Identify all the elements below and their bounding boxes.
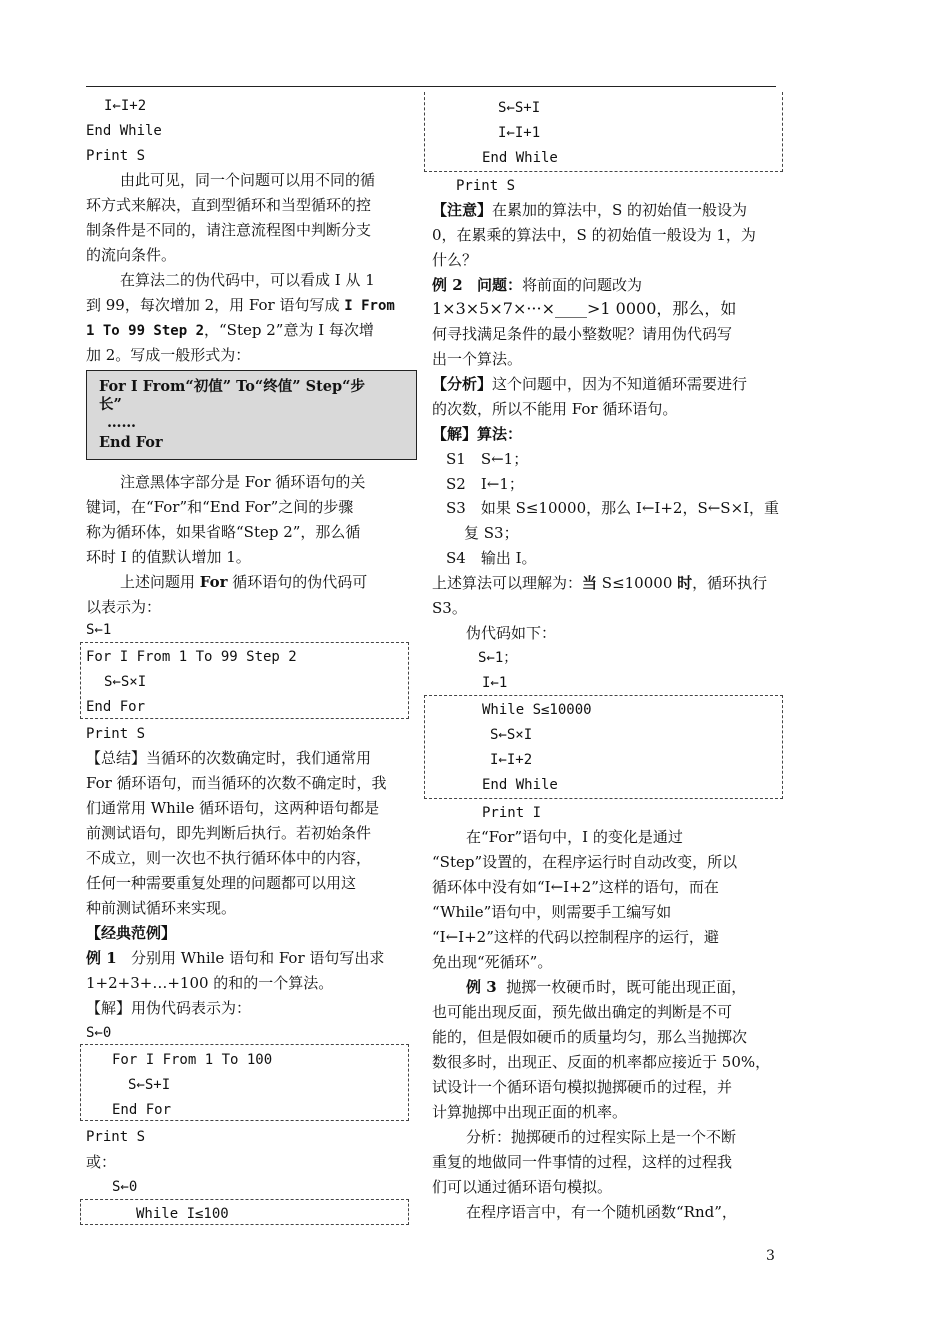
paragraph-line: 加 2。写成一般形式为：: [86, 346, 251, 364]
paragraph-line: 出一个算法。: [432, 350, 523, 368]
paragraph-line: 1+2+3+…+100 的和的一个算法。: [86, 974, 334, 992]
paragraph-line: 什么？: [432, 251, 478, 269]
step-line: S3 如果 S≤10000，那么 I←I+2，S←S×I，重: [446, 499, 780, 517]
code-line: S←S×I: [104, 674, 147, 690]
paragraph-line: 不成立，则一次也不执行循环体中的内容，: [86, 849, 372, 867]
code-line: Print S: [86, 1129, 146, 1145]
step-line: S4 输出 I。: [446, 549, 537, 567]
text: ，“Step 2”意为 I 每次增: [204, 321, 374, 339]
example-label: 例 1: [86, 949, 117, 967]
paragraph-line: [86, 998, 251, 1018]
code-line: End While: [482, 150, 558, 166]
syntax-box: [86, 370, 417, 460]
example-label: 例 3: [466, 978, 497, 996]
paragraph-line: 由此可见，同一个问题可以用不同的循: [120, 171, 376, 189]
paragraph-line: [432, 573, 767, 593]
paragraph-line: [432, 200, 747, 220]
keyword: 1 To 99 Step 2: [86, 323, 205, 339]
keyword: 时: [677, 574, 693, 592]
tag: 【总结】: [86, 749, 147, 767]
paragraph-line: [86, 320, 374, 341]
paragraph-line: 在算法二的伪代码中，可以看成 I 从 1: [120, 271, 375, 289]
paragraph-line: 的次数，所以不能用 For 循环语句。: [432, 400, 678, 418]
paragraph-line: 在“For”语句中，I 的变化是通过: [466, 828, 683, 846]
syntax-line: End For: [99, 434, 163, 451]
paragraph-line: [86, 948, 384, 968]
paragraph-line: 们通常用 While 循环语句，这两种语句都是: [86, 799, 380, 817]
paragraph-line: 种前测试循环来实现。: [86, 899, 237, 917]
paragraph-line: 数很多时，出现正、反面的机率都应接近于 50%，: [432, 1053, 771, 1071]
code-line: Print S: [86, 726, 146, 742]
paragraph-line: 们可以通过循环语句模拟。: [432, 1178, 613, 1196]
paragraph-line: 注意黑体字部分是 For 循环语句的关: [120, 473, 366, 491]
paragraph-line: 的流向条件。: [86, 246, 177, 264]
paragraph-line: 称为循环体，如果省略“Step 2”，那么循: [86, 523, 361, 541]
text: 到 99，每次增加 2，用 For 语句写成: [86, 296, 345, 314]
paragraph-line: “Step”设置的，在程序运行时自动改变，所以: [432, 853, 738, 871]
code-line: S←S×I: [490, 727, 533, 743]
paragraph-line: 环方式来解决，直到型循环和当型循环的控: [86, 196, 372, 214]
code-line: I←I+1: [498, 125, 541, 141]
code-line: While S≤10000: [482, 702, 592, 718]
text: 在累加的算法中，S 的初始值一般设为: [492, 201, 748, 219]
text: 抛掷一枚硬币时，既可能出现正面，: [506, 978, 747, 996]
text: 上述算法可以理解为：: [432, 574, 583, 592]
code-line: S←S+I: [498, 100, 541, 116]
paragraph-line: 计算抛掷中出现正面的机率。: [432, 1103, 628, 1121]
code-box: [424, 92, 783, 172]
paragraph-line: 环时 I 的值默认增加 1。: [86, 548, 251, 566]
text: 循环语句的伪代码可: [227, 573, 368, 591]
paragraph-line: 键词，在“For”和“End For”之间的步骤: [86, 498, 354, 516]
paragraph-line: [120, 572, 367, 592]
paragraph-line: 重复的地做同一件事情的过程，这样的过程我: [432, 1153, 733, 1171]
code-line: Print I: [482, 805, 542, 821]
code-line: End While: [482, 777, 558, 793]
paragraph-line: 免出现“死循环”。: [432, 953, 553, 971]
paragraph-line: [432, 275, 642, 295]
formula-line: 1×3×5×7×···×____>1 0000，那么，如: [432, 299, 737, 318]
paragraph-line: 以表示为：: [86, 598, 162, 616]
paragraph-line: 或：: [86, 1153, 117, 1171]
code-line: For I From 1 To 100: [112, 1052, 273, 1068]
paragraph-line: S3。: [432, 599, 467, 617]
text: ，循环执行: [692, 574, 768, 592]
code-line: End For: [86, 699, 146, 715]
code-line: S←1: [86, 622, 112, 638]
code-line: S←0: [86, 1025, 112, 1041]
step-line: S2 I←1；: [446, 475, 524, 493]
text: 分别用 While 语句和 For 语句写出求: [130, 949, 385, 967]
paragraph-line: [86, 295, 395, 316]
code-line: I←I+2: [104, 98, 147, 114]
code-line: End While: [86, 123, 162, 139]
paragraph-line: “While”语句中，则需要手工编写如: [432, 903, 672, 921]
example-label: 例 2: [432, 276, 463, 294]
syntax-line: For I From“初值” To“终值” Step“步: [99, 378, 366, 395]
text: 将前面的问题改为: [522, 276, 643, 294]
text: 用伪代码表示为：: [131, 999, 252, 1017]
paragraph-line: 也可能出现反面，预先做出确定的判断是不可: [432, 1003, 733, 1021]
paragraph-line: [432, 424, 522, 444]
keyword: For: [199, 573, 228, 591]
paragraph-line: 前测试语句，即先判断后执行。若初始条件: [86, 824, 372, 842]
paragraph-line: 伪代码如下：: [466, 624, 557, 642]
code-line: End For: [112, 1102, 172, 1118]
page-number: 3: [766, 1248, 775, 1264]
code-box: [424, 695, 783, 799]
step-line: S1 S←1；: [446, 450, 529, 468]
keyword: I From: [344, 298, 395, 314]
text: S≤10000: [597, 574, 678, 592]
paragraph-line: 循环体中没有如“I←I+2”这样的语句，而在: [432, 878, 719, 896]
paragraph-line: 分析：抛掷硬币的过程实际上是一个不断: [466, 1128, 737, 1146]
tag: 【注意】: [432, 201, 493, 219]
code-line: S←S+I: [128, 1077, 171, 1093]
code-box: [80, 1199, 409, 1225]
syntax-line: 长”: [99, 396, 122, 413]
paragraph-line: 在程序语言中，有一个随机函数“Rnd”，: [466, 1203, 737, 1221]
code-line: For I From 1 To 99 Step 2: [86, 649, 297, 665]
text: 这个问题中，因为不知道循环需要进行: [492, 375, 748, 393]
code-line: Print S: [456, 178, 516, 194]
paragraph-line: [86, 748, 371, 768]
paragraph-line: 0，在累乘的算法中，S 的初始值一般设为 1，为: [432, 226, 756, 244]
paragraph-line: For 循环语句，而当循环的次数不确定时，我: [86, 774, 387, 792]
paragraph-line: “I←I+2”这样的代码以控制程序的运行，避: [432, 928, 719, 946]
tag: 【分析】: [432, 375, 493, 393]
code-line: I←I+2: [490, 752, 533, 768]
text: 上述问题用: [120, 573, 200, 591]
paragraph-line: [432, 374, 747, 394]
code-line: I←1: [482, 675, 508, 691]
keyword: 算法：: [477, 425, 523, 443]
keyword: 当: [582, 574, 598, 592]
keyword: 问题：: [476, 276, 522, 294]
paragraph-line: 制条件是不同的，请注意流程图中判断分支: [86, 221, 372, 239]
paragraph-line: 任何一种需要重复处理的问题都可以用这: [86, 874, 357, 892]
code-line: Print S: [86, 148, 146, 164]
tag: 【解】: [432, 425, 478, 443]
header-rule: [86, 86, 776, 87]
section-heading: 【经典范例】: [86, 924, 177, 942]
text: 当循环的次数确定时，我们通常用: [146, 749, 372, 767]
code-line: S←1；: [478, 650, 518, 666]
paragraph-line: [466, 977, 746, 997]
syntax-line: ……: [107, 414, 136, 431]
paragraph-line: 试设计一个循环语句模拟抛掷硬币的过程，并: [432, 1078, 733, 1096]
code-line: S←0: [112, 1179, 138, 1195]
paragraph-line: 何寻找满足条件的最小整数呢？请用伪代码写: [432, 325, 733, 343]
step-line: 复 S3；: [464, 524, 519, 542]
code-line: While I≤100: [136, 1206, 229, 1222]
tag: 【解】: [86, 999, 132, 1017]
paragraph-line: 能的，但是假如硬币的质量均匀，那么当抛掷次: [432, 1028, 748, 1046]
